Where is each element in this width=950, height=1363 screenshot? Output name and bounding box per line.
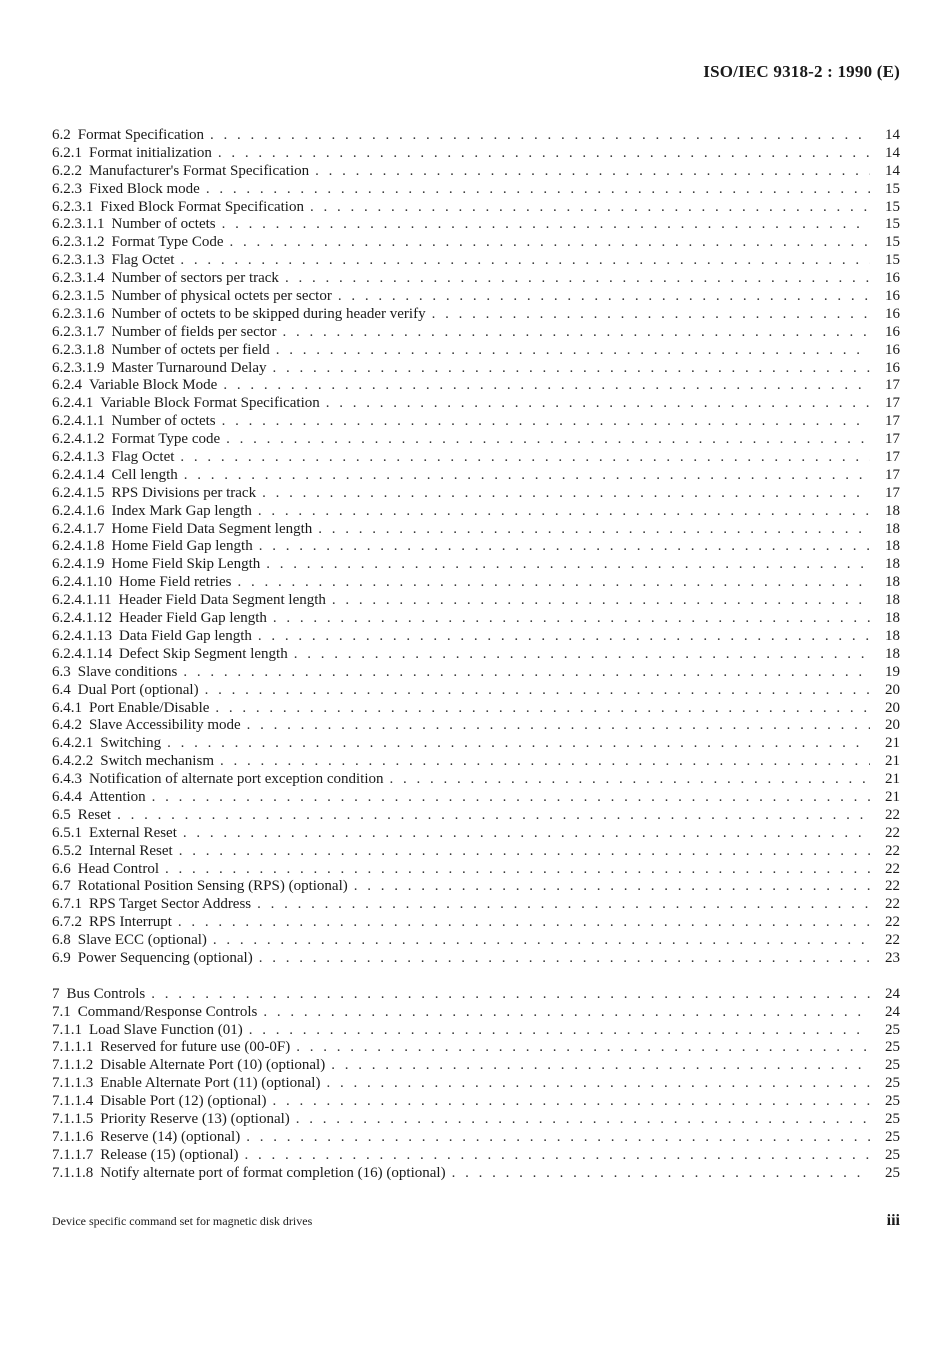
toc-section-number: 6.2.1	[52, 144, 82, 161]
toc-section-number: 6.2	[52, 127, 71, 143]
toc-section-number: 6.6	[52, 860, 71, 877]
toc-section-number: 6.7.1	[52, 896, 82, 913]
toc-leader-dots	[263, 1004, 870, 1022]
toc-page-number: 25	[885, 1039, 900, 1056]
toc-section-number: 7.1.1.2	[52, 1057, 94, 1074]
toc-section-number: 6.2.4.1.13	[52, 627, 112, 644]
toc-section-title: Reserved for future use (00-0F)	[100, 1039, 291, 1056]
toc-page-number: 14	[885, 162, 900, 179]
toc-section-title: RPS Interrupt	[89, 914, 172, 931]
toc-section-number: 7.1.1.5	[52, 1110, 94, 1127]
toc-section-title: Variable Block Format Specification	[100, 395, 320, 412]
toc-page-number: 25	[885, 1075, 900, 1092]
toc-leader-dots	[432, 306, 870, 324]
toc-entry	[52, 1039, 900, 1057]
toc-leader-dots	[285, 270, 870, 288]
toc-section-title: Slave conditions	[77, 663, 178, 680]
toc-page-number: 14	[885, 127, 900, 143]
toc-section-number: 6.5	[52, 806, 71, 823]
toc-section-title: Flag Octet	[111, 252, 175, 269]
toc-entry	[52, 878, 900, 896]
toc-leader-dots	[218, 145, 870, 163]
toc-page-number: 16	[885, 270, 900, 287]
toc-entry	[52, 861, 900, 879]
toc-leader-dots	[331, 1057, 870, 1075]
toc-leader-dots	[258, 503, 870, 521]
toc-section-title: Release (15) (optional)	[100, 1146, 239, 1163]
toc-entry	[52, 735, 900, 753]
toc-section-title: RPS Target Sector Address	[89, 896, 252, 913]
toc-entry	[52, 163, 900, 181]
toc-entry	[52, 825, 900, 843]
toc-section-title: Data Field Gap length	[119, 627, 252, 644]
toc-page-number: 15	[885, 180, 900, 197]
toc-entry	[52, 843, 900, 861]
toc-section-number: 6.2.3.1.8	[52, 341, 105, 358]
toc-page-number: 25	[885, 1128, 900, 1145]
toc-entry	[52, 610, 900, 628]
toc-leader-dots	[245, 1147, 870, 1165]
toc-entry	[52, 1129, 900, 1147]
toc-entry	[52, 592, 900, 610]
toc-section-title: Format Specification	[77, 127, 204, 143]
toc-entry	[52, 127, 900, 145]
toc-section-title: Dual Port (optional)	[77, 681, 199, 698]
toc-section-title: Slave ECC (optional)	[77, 932, 207, 949]
toc-page-number: 14	[885, 144, 900, 161]
toc-entry	[52, 932, 900, 950]
toc-leader-dots	[338, 288, 870, 306]
toc-leader-dots	[226, 431, 870, 449]
toc-entry	[52, 914, 900, 932]
toc-section-number: 6.2.4.1.14	[52, 645, 112, 662]
toc-section-number: 6.4.2	[52, 717, 82, 734]
toc-page-number: 18	[885, 538, 900, 555]
toc-page-number: 16	[885, 288, 900, 305]
toc-page-number: 18	[885, 520, 900, 537]
toc-leader-dots	[310, 199, 870, 217]
toc-leader-dots	[215, 700, 870, 718]
toc-entry	[52, 413, 900, 431]
toc-page-number: 22	[885, 824, 900, 841]
toc-section-title: Load Slave Function (01)	[89, 1021, 243, 1038]
toc-section-number: 6.2.3	[52, 180, 82, 197]
toc-page-number: 17	[885, 449, 900, 466]
toc-section-number: 6.2.4.1.2	[52, 431, 105, 448]
toc-section-number: 6.4.4	[52, 788, 82, 805]
toc-section-number: 7.1.1.8	[52, 1164, 94, 1181]
toc-entry	[52, 771, 900, 789]
toc-entry	[52, 628, 900, 646]
toc-leader-dots	[247, 717, 870, 735]
toc-leader-dots	[179, 843, 870, 861]
toc-page-number: 22	[885, 878, 900, 895]
toc-section-number: 6.7	[52, 878, 71, 895]
toc-page-number: 20	[885, 717, 900, 734]
page-footer	[52, 1212, 900, 1230]
toc-section-title: Format Type Code	[111, 234, 224, 251]
toc-page-number: 17	[885, 413, 900, 430]
table-of-contents	[52, 127, 900, 1183]
toc-entry	[52, 1075, 900, 1093]
toc-entry	[52, 503, 900, 521]
toc-section-title: External Reset	[89, 824, 177, 841]
toc-page-number: 21	[885, 753, 900, 770]
toc-leader-dots	[315, 163, 870, 181]
toc-leader-dots	[294, 646, 870, 664]
toc-entry	[52, 306, 900, 324]
toc-page-number: 18	[885, 610, 900, 627]
toc-page-number: 20	[885, 681, 900, 698]
toc-section-title: Priority Reserve (13) (optional)	[100, 1110, 290, 1127]
toc-entry	[52, 395, 900, 413]
toc-section-number: 6.2.4	[52, 377, 82, 394]
toc-section-title: Disable Port (12) (optional)	[100, 1093, 267, 1110]
toc-page-number: 25	[885, 1021, 900, 1038]
toc-leader-dots	[262, 485, 870, 503]
toc-entry	[52, 360, 900, 378]
toc-entry	[52, 664, 900, 682]
toc-page-number: 22	[885, 914, 900, 931]
toc-leader-dots	[167, 735, 870, 753]
toc-section-title: Format initialization	[89, 144, 212, 161]
toc-leader-dots	[272, 360, 870, 378]
toc-leader-dots	[249, 1022, 870, 1040]
toc-leader-dots	[178, 914, 870, 932]
toc-section-number: 6.7.2	[52, 914, 82, 931]
toc-section-number: 6.8	[52, 932, 71, 949]
toc-page-number: 25	[885, 1164, 900, 1181]
toc-entry	[52, 1165, 900, 1183]
toc-page-number: 16	[885, 305, 900, 322]
toc-leader-dots	[272, 1093, 870, 1111]
toc-leader-dots	[165, 861, 870, 879]
toc-leader-dots	[210, 127, 870, 145]
toc-leader-dots	[282, 324, 870, 342]
toc-leader-dots	[213, 932, 870, 950]
toc-leader-dots	[223, 377, 870, 395]
toc-leader-dots	[151, 986, 870, 1004]
toc-section-title: RPS Divisions per track	[111, 484, 257, 501]
toc-page-number: 15	[885, 216, 900, 233]
toc-section-title: Number of sectors per track	[111, 270, 279, 287]
toc-section-number: 6.2.4.1.4	[52, 466, 105, 483]
toc-page-number: 19	[885, 663, 900, 680]
toc-entry	[52, 538, 900, 556]
toc-section-number: 6.4.3	[52, 771, 82, 788]
footer-title: Device specific command set for magnetic disk drives	[52, 1214, 313, 1228]
toc-section-number: 6.2.4.1.5	[52, 484, 105, 501]
toc-page-number: 22	[885, 896, 900, 913]
toc-page-number: 17	[885, 377, 900, 394]
toc-leader-dots	[183, 825, 870, 843]
toc-page-number: 18	[885, 627, 900, 644]
toc-section-number: 7.1	[52, 1003, 71, 1020]
toc-leader-dots	[152, 789, 870, 807]
toc-section-title: Defect Skip Segment length	[119, 645, 288, 662]
toc-page-number: 18	[885, 556, 900, 573]
toc-page-number: 18	[885, 592, 900, 609]
toc-leader-dots	[237, 574, 870, 592]
toc-section-number: 6.2.4.1.3	[52, 449, 105, 466]
toc-section-number: 6.2.3.1.6	[52, 305, 105, 322]
toc-leader-dots	[390, 771, 871, 789]
toc-leader-dots	[354, 878, 870, 896]
toc-page-number: 17	[885, 466, 900, 483]
toc-leader-dots	[273, 610, 870, 628]
toc-section-title: Index Mark Gap length	[111, 502, 252, 519]
toc-page-number: 22	[885, 932, 900, 949]
toc-section-title: Command/Response Controls	[77, 1003, 258, 1020]
toc-page-number: 21	[885, 771, 900, 788]
toc-section-number: 6.2.4.1.12	[52, 610, 112, 627]
toc-section-number: 6.2.4.1.1	[52, 413, 105, 430]
toc-section-title: Reset	[77, 806, 112, 823]
toc-section-number: 6.5.1	[52, 824, 82, 841]
toc-entry	[52, 324, 900, 342]
toc-section-number: 6.2.3.1.5	[52, 288, 105, 305]
toc-page-number: 16	[885, 323, 900, 340]
toc-leader-dots	[258, 628, 870, 646]
toc-entry	[52, 700, 900, 718]
toc-page-number: 15	[885, 234, 900, 251]
toc-page-number: 21	[885, 788, 900, 805]
toc-entry	[52, 270, 900, 288]
toc-leader-dots	[452, 1165, 870, 1183]
toc-entry	[52, 1147, 900, 1165]
toc-page-number: 15	[885, 252, 900, 269]
toc-section-title: Header Field Gap length	[119, 610, 267, 627]
toc-section-number: 6.2.4.1.7	[52, 520, 105, 537]
toc-section-number: 7.1.1.4	[52, 1093, 94, 1110]
toc-section-title: Disable Alternate Port (10) (optional)	[100, 1057, 326, 1074]
toc-section-number: 6.9	[52, 949, 71, 966]
toc-section-title: Cell length	[111, 466, 178, 483]
toc-section-title: Variable Block Mode	[89, 377, 218, 394]
toc-entry	[52, 1093, 900, 1111]
toc-entry	[52, 807, 900, 825]
toc-page-number: 24	[885, 1003, 900, 1020]
toc-leader-dots	[183, 664, 870, 682]
toc-entry	[52, 1022, 900, 1040]
toc-section-number: 7.1.1	[52, 1021, 82, 1038]
toc-entry	[52, 449, 900, 467]
toc-section-number: 6.2.4.1.10	[52, 574, 112, 591]
toc-entry	[52, 896, 900, 914]
toc-section-title: Number of octets per field	[111, 341, 270, 358]
toc-entry	[52, 234, 900, 252]
toc-section-title: Home Field Skip Length	[111, 556, 261, 573]
toc-leader-dots	[180, 252, 870, 270]
page-header: ISO/IEC 9318-2 : 1990 (E)	[703, 62, 900, 81]
toc-leader-dots	[296, 1111, 870, 1129]
toc-section-title: Home Field Data Segment length	[111, 520, 313, 537]
toc-entry	[52, 646, 900, 664]
toc-section-number: 6.2.4.1.9	[52, 556, 105, 573]
toc-section-number: 6.5.2	[52, 842, 82, 859]
toc-section-title: Number of octets	[111, 216, 216, 233]
toc-section-title: Flag Octet	[111, 449, 175, 466]
toc-page-number: 25	[885, 1146, 900, 1163]
toc-section-number: 7.1.1.3	[52, 1075, 94, 1092]
toc-section-title: Format Type code	[111, 431, 221, 448]
toc-entry	[52, 431, 900, 449]
toc-section-title: Number of octets to be skipped during header verify	[111, 305, 426, 322]
toc-leader-dots	[222, 413, 870, 431]
toc-leader-dots	[220, 753, 870, 771]
toc-section-title: Manufacturer's Format Specification	[89, 162, 310, 179]
toc-section-number: 7.1.1.1	[52, 1039, 94, 1056]
toc-section-number: 6.2.4.1.6	[52, 502, 105, 519]
toc-page-number: 17	[885, 431, 900, 448]
toc-page-number: 15	[885, 198, 900, 215]
toc-section-title: Home Field retries	[119, 574, 232, 591]
toc-page-number: 22	[885, 860, 900, 877]
toc-entry	[52, 485, 900, 503]
toc-section-title: Header Field Data Segment length	[118, 592, 326, 609]
toc-section-number: 6.2.3.1.3	[52, 252, 105, 269]
toc-page-number: 18	[885, 574, 900, 591]
toc-entry	[52, 950, 900, 968]
toc-page-number: 17	[885, 395, 900, 412]
toc-section-number: 6.2.2	[52, 162, 82, 179]
toc-entry	[52, 1004, 900, 1022]
toc-page-number: 22	[885, 806, 900, 823]
toc-section-title: Notify alternate port of format completion (16) (optional)	[100, 1164, 446, 1181]
toc-section-title: Slave Accessibility mode	[89, 717, 241, 734]
toc-leader-dots	[222, 216, 870, 234]
toc-page-number: 18	[885, 502, 900, 519]
toc-section-number: 6.4.2.2	[52, 753, 94, 770]
toc-leader-dots	[326, 1075, 870, 1093]
toc-leader-dots	[205, 682, 870, 700]
toc-section-title: Notification of alternate port exception condition	[89, 771, 384, 788]
toc-section-title: Port Enable/Disable	[89, 699, 210, 716]
toc-page-number: 21	[885, 735, 900, 752]
toc-page-number: 25	[885, 1110, 900, 1127]
toc-leader-dots	[206, 181, 870, 199]
toc-section-title: Number of physical octets per sector	[111, 288, 332, 305]
toc-entry	[52, 145, 900, 163]
toc-entry	[52, 199, 900, 217]
toc-page-number: 25	[885, 1057, 900, 1074]
toc-section-number: 6.2.3.1.2	[52, 234, 105, 251]
toc-entry	[52, 467, 900, 485]
toc-section-title: Fixed Block Format Specification	[100, 198, 304, 215]
toc-page-number: 20	[885, 699, 900, 716]
toc-section-title: Enable Alternate Port (11) (optional)	[100, 1075, 321, 1092]
toc-section-number: 6.2.3.1.1	[52, 216, 105, 233]
toc-entry	[52, 342, 900, 360]
toc-section-title: Switching	[100, 735, 162, 752]
toc-leader-dots	[318, 521, 870, 539]
toc-leader-dots	[296, 1039, 870, 1057]
toc-entry	[52, 986, 900, 1004]
toc-section-title: Fixed Block mode	[89, 180, 200, 197]
toc-section-title: Internal Reset	[89, 842, 173, 859]
toc-page-number: 17	[885, 484, 900, 501]
toc-page-number: 18	[885, 645, 900, 662]
toc-entry	[52, 682, 900, 700]
toc-page-number: 22	[885, 842, 900, 859]
toc-section-number: 7.1.1.6	[52, 1128, 94, 1145]
toc-section-number: 6.2.3.1	[52, 198, 94, 215]
toc-leader-dots	[230, 234, 871, 252]
toc-section-number: 6.2.3.1.4	[52, 270, 105, 287]
toc-page-number: 16	[885, 341, 900, 358]
toc-entry	[52, 252, 900, 270]
toc-leader-dots	[332, 592, 870, 610]
toc-section-title: Number of fields per sector	[111, 323, 277, 340]
toc-section-title: Reserve (14) (optional)	[100, 1128, 241, 1145]
toc-leader-dots	[266, 556, 870, 574]
toc-section-number: 7.1.1.7	[52, 1146, 94, 1163]
toc-entry	[52, 181, 900, 199]
toc-leader-dots	[246, 1129, 870, 1147]
toc-section-title: Switch mechanism	[100, 753, 214, 770]
toc-section-number: 6.2.4.1.8	[52, 538, 105, 555]
toc-section-title: Attention	[89, 788, 146, 805]
toc-section-number: 6.2.4.1.11	[52, 592, 112, 609]
toc-section-title: Head Control	[77, 860, 159, 877]
toc-page-number: 25	[885, 1093, 900, 1110]
toc-section-title: Master Turnaround Delay	[111, 359, 267, 376]
toc-entry	[52, 556, 900, 574]
toc-entry	[52, 753, 900, 771]
toc-entry	[52, 574, 900, 592]
toc-section-number: 6.4	[52, 681, 71, 698]
toc-leader-dots	[276, 342, 870, 360]
toc-entry	[52, 789, 900, 807]
toc-section-number: 6.4.1	[52, 699, 82, 716]
toc-section-title: Bus Controls	[66, 985, 146, 1002]
toc-leader-dots	[259, 950, 870, 968]
toc-section-number: 6.3	[52, 663, 71, 680]
toc-leader-dots	[117, 807, 870, 825]
toc-section-title: Number of octets	[111, 413, 216, 430]
toc-leader-dots	[259, 538, 870, 556]
toc-entry	[52, 1111, 900, 1129]
toc-leader-dots	[180, 449, 870, 467]
toc-section-number: 6.2.4.1	[52, 395, 94, 412]
toc-entry	[52, 521, 900, 539]
toc-page-number: 24	[885, 985, 900, 1002]
toc-section-title: Rotational Position Sensing (RPS) (optional)	[77, 878, 348, 895]
toc-section-title: Power Sequencing (optional)	[77, 949, 253, 966]
toc-section-number: 7	[52, 985, 60, 1002]
toc-entry	[52, 288, 900, 306]
toc-section-number: 6.2.3.1.9	[52, 359, 105, 376]
toc-entry	[52, 216, 900, 234]
toc-section-number: 6.2.3.1.7	[52, 323, 105, 340]
toc-entry	[52, 717, 900, 735]
footer-page-number: iii	[886, 1212, 900, 1229]
toc-leader-dots	[326, 395, 870, 413]
toc-leader-dots	[257, 896, 870, 914]
toc-page-number: 23	[885, 949, 900, 966]
toc-section-title: Home Field Gap length	[111, 538, 253, 555]
toc-leader-dots	[184, 467, 870, 485]
toc-page-number: 16	[885, 359, 900, 376]
toc-entry	[52, 377, 900, 395]
toc-section-number: 6.4.2.1	[52, 735, 94, 752]
toc-entry	[52, 1057, 900, 1075]
